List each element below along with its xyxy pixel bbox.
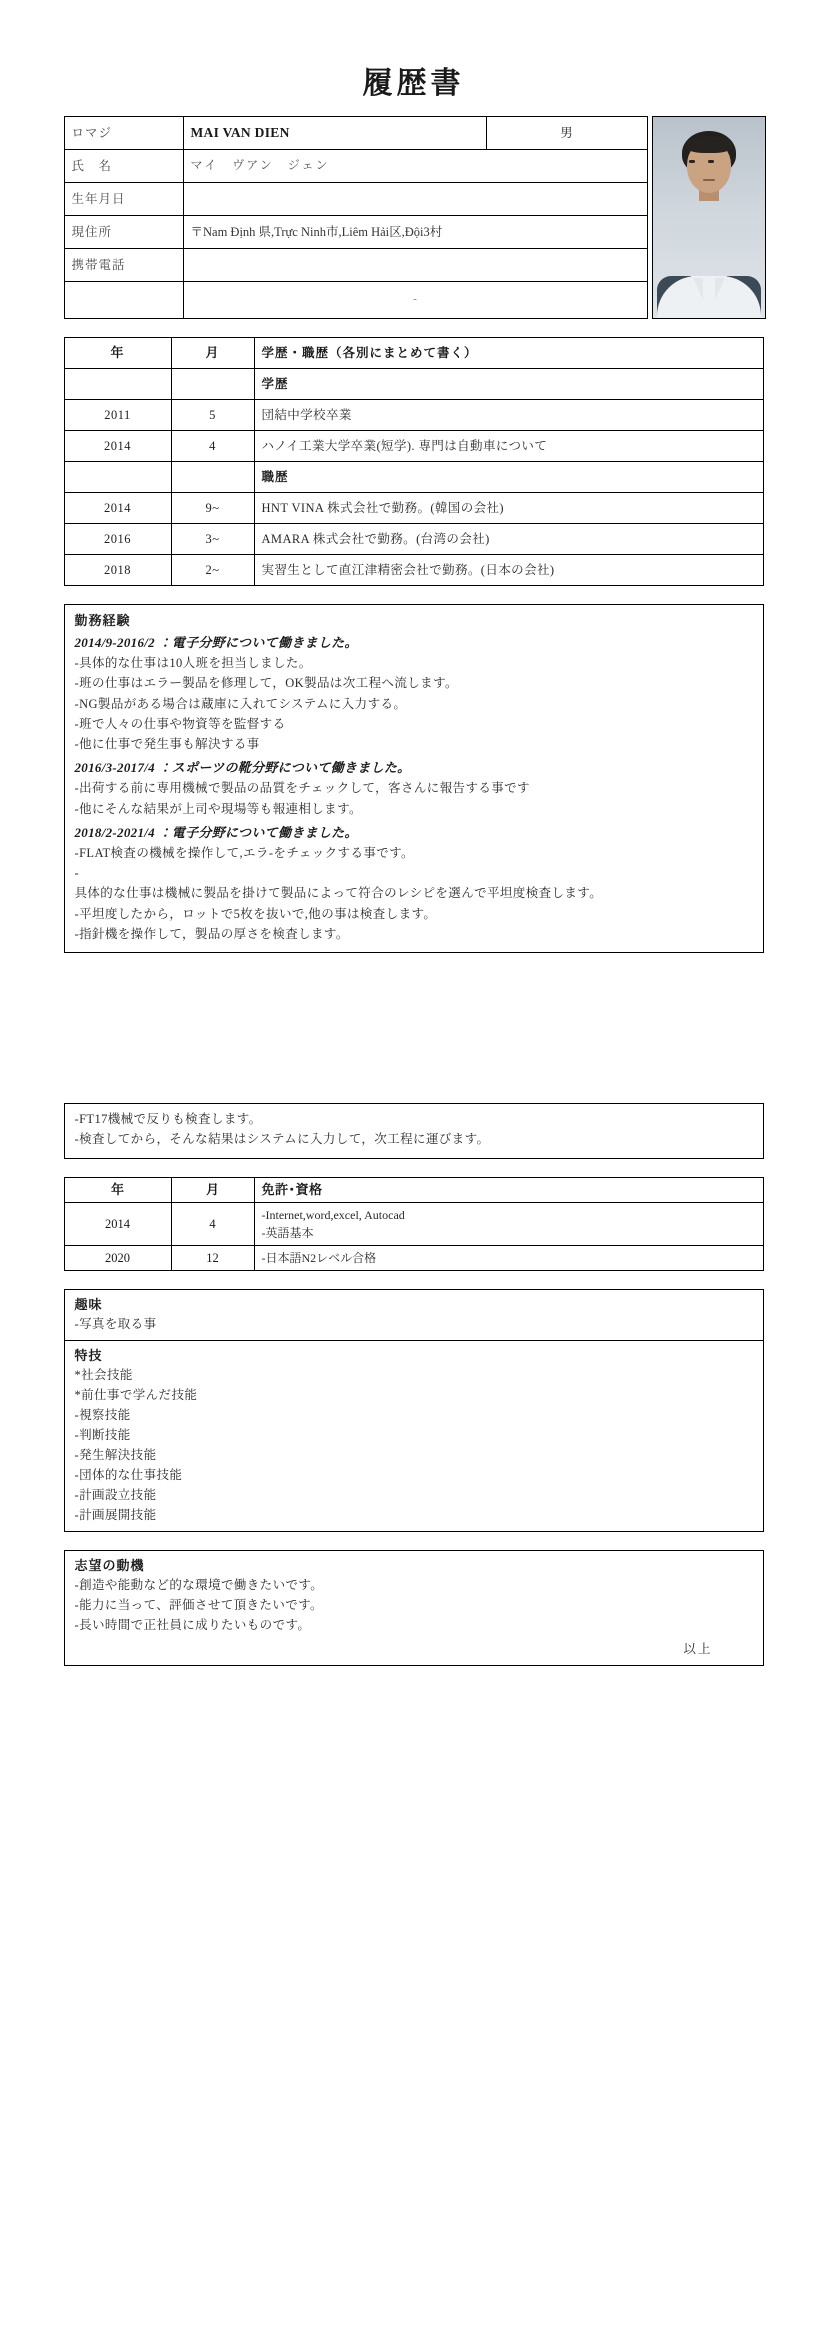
romaji-label: ロマジ: [64, 117, 183, 150]
table-row: [64, 555, 763, 586]
work-experience-title: 勤務経験: [74, 613, 131, 628]
table-row: [64, 524, 763, 555]
history-month: 9~: [171, 493, 254, 524]
history-month: 5: [171, 400, 254, 431]
photo-eye-right: [708, 160, 714, 163]
history-year: 2011: [64, 400, 171, 431]
qualifications-section: [64, 1177, 764, 1272]
history-month: [171, 462, 254, 493]
work-experience-line: -平坦度したから，ロットで5枚を抜いで,他の事は検査します。: [74, 906, 437, 921]
phone-value: [183, 249, 647, 282]
qualification-year: 2020: [64, 1246, 171, 1271]
history-year: 2014: [64, 431, 171, 462]
photo-collar-left: [693, 278, 703, 300]
qualification-item: -英語基本: [261, 1226, 314, 1241]
special-skill-line: -団体的な仕事技能: [74, 1468, 183, 1483]
work-experience-line: -: [74, 866, 80, 880]
table-row: [64, 369, 763, 400]
table-row: [64, 249, 647, 282]
table-header-row: [64, 338, 763, 369]
personal-info-section: [64, 116, 764, 319]
motivation-section: [64, 1550, 764, 1666]
history-month: 3~: [171, 524, 254, 555]
qualification-items: [254, 1246, 763, 1271]
history-header-month: 月: [171, 338, 254, 369]
history-description: AMARA 株式会社で勤務。(台湾の会社): [254, 524, 763, 555]
qualification-header-year: 年: [64, 1177, 171, 1203]
work-experience-continued-box: [64, 1103, 764, 1159]
history-description: 団結中学校卒業: [254, 400, 763, 431]
motivation-box: [64, 1550, 764, 1666]
page-title: 履歴書: [362, 66, 465, 101]
gender-value: 男: [486, 117, 647, 150]
motivation-line: -長い時間で正社員に成りたいものです。: [74, 1618, 311, 1633]
history-description: HNT VINA 株式会社で勤務。(韓国の会社): [254, 493, 763, 524]
table-row: [64, 431, 763, 462]
table-row: [64, 493, 763, 524]
applicant-photo: [652, 116, 766, 319]
qualification-month: 12: [171, 1246, 254, 1271]
table-row: [64, 462, 763, 493]
hobby-part: [65, 1290, 763, 1340]
motivation-title: 志望の動機: [74, 1558, 145, 1574]
motivation-part: [65, 1551, 763, 1665]
work-experience-line: 具体的な仕事は機械に製品を掛けて製品によって符合のレシピを選んで平坦度検査します。: [74, 886, 603, 901]
work-experience-continued-line: -FT17機械で反りも検査します。: [74, 1112, 262, 1126]
table-row: [64, 282, 647, 319]
work-experience-section: [64, 604, 764, 953]
birthdate-value: [183, 183, 647, 216]
birthdate-label: 生年月日: [64, 183, 183, 216]
name-value: マイ ヴアン ジェン: [183, 150, 647, 183]
history-year: 2018: [64, 555, 171, 586]
photo-fringe: [685, 136, 733, 153]
work-experience-period: 2016/3-2017/4 ：スポーツの靴分野について働きました。: [74, 760, 411, 776]
hobby-skills-box: [64, 1289, 764, 1532]
table-row: [64, 117, 647, 150]
work-experience-line: -他に仕事で発生事も解決する事: [74, 737, 260, 751]
photo-collar-right: [715, 278, 725, 300]
special-skill-line: -計画展開技能: [74, 1508, 157, 1523]
work-experience-box: [64, 604, 764, 953]
history-month: 2~: [171, 555, 254, 586]
qualification-header-description: 免許･資格: [254, 1177, 763, 1203]
history-description: ハノイ工業大学卒業(短学). 専門は自動車について: [254, 431, 763, 462]
history-year: 2016: [64, 524, 171, 555]
special-skill-line: -判断技能: [74, 1428, 131, 1443]
extra-label: [64, 282, 183, 319]
table-row: [64, 216, 647, 249]
history-header-year: 年: [64, 338, 171, 369]
closing-text: 以上: [683, 1642, 713, 1657]
special-skill-line: -計画設立技能: [74, 1488, 157, 1503]
work-experience-period: 2014/9-2016/2 ：電子分野について働きました。: [74, 635, 358, 650]
page-spacer: [0, 953, 827, 1103]
table-row: [64, 400, 763, 431]
work-experience-line: -FLAT検査の機械を操作して,エラ-をチェックする事です。: [74, 845, 414, 860]
table-header-row: [64, 1177, 763, 1203]
work-experience-line: -班で人々の仕事や物資等を監督する: [74, 716, 286, 731]
history-description: 実習生として直江津精密会社で勤務。(日本の会社): [254, 555, 763, 586]
work-experience-line: -指針機を操作して，製品の厚さを検査します。: [74, 926, 349, 941]
qualification-header-month: 月: [171, 1177, 254, 1203]
motivation-line: -創造や能動など的な環境で働きたいです。: [74, 1578, 324, 1593]
work-experience-line: -班の仕事はエラー製品を修理して，OK製品は次工程へ流します。: [74, 676, 458, 691]
history-year: [64, 369, 171, 400]
special-skill-line: -視察技能: [74, 1408, 131, 1423]
qualification-month: 4: [171, 1203, 254, 1246]
table-row: [64, 1246, 763, 1271]
history-year: [64, 462, 171, 493]
work-experience-continued-line: -検査してから，そんな結果はシステムに入力して，次工程に運びます。: [74, 1132, 490, 1147]
qualifications-table: [64, 1177, 764, 1272]
work-experience-line: -出荷する前に専用機械で製品の品質をチェックして，客さんに報告する事です: [74, 781, 530, 796]
history-month: 4: [171, 431, 254, 462]
qualification-item: -日本語N2レベル合格: [261, 1251, 377, 1266]
history-month: [171, 369, 254, 400]
table-row: [64, 150, 647, 183]
qualification-items: [254, 1203, 763, 1246]
qualification-item: -Internet,word,excel, Autocad: [261, 1208, 405, 1223]
special-skills-part: [65, 1340, 763, 1531]
work-experience-line: -NG製品がある場合は蔵庫に入れてシステムに入力する。: [74, 696, 407, 711]
special-skills-title: 特技: [74, 1348, 103, 1364]
hobby-title: 趣味: [74, 1297, 103, 1313]
hobby-line: -写真を取る事: [74, 1317, 157, 1332]
phone-label: 携帯電話: [64, 249, 183, 282]
romaji-value: MAI VAN DIEN: [183, 117, 486, 150]
photo-eye-left: [689, 160, 695, 163]
education-work-history-table: [64, 337, 764, 586]
history-year: 2014: [64, 493, 171, 524]
special-skill-line: *社会技能: [74, 1368, 133, 1383]
work-experience-line: -具体的な仕事は10人班を担当しました。: [74, 656, 312, 670]
work-experience-line: -他にそんな結果が上司や現場等も報連相します。: [74, 801, 362, 816]
extra-value: -: [183, 282, 647, 319]
photo-mouth: [703, 179, 715, 181]
motivation-line: -能力に当って、評価させて頂きたいです。: [74, 1598, 323, 1613]
special-skill-line: -発生解決技能: [74, 1448, 157, 1463]
history-header-description: 学歴・職歴（各別にまとめて書く）: [254, 338, 763, 369]
work-experience-continued-section: [64, 1103, 764, 1159]
table-row: [64, 1203, 763, 1246]
history-section-label: 学歴: [254, 369, 763, 400]
personal-info-table: [64, 116, 648, 319]
special-skill-line: *前仕事で学んだ技能: [74, 1388, 198, 1403]
table-row: [64, 183, 647, 216]
qualification-year: 2014: [64, 1203, 171, 1246]
history-section-label: 職歴: [254, 462, 763, 493]
history-section: [64, 337, 764, 586]
name-label: 氏 名: [64, 150, 183, 183]
address-value: 〒Nam Định 県,Trực Ninh市,Liêm Hải区,Đội3村: [183, 216, 647, 249]
address-label: 現住所: [64, 216, 183, 249]
work-experience-period: 2018/2-2021/4 ：電子分野について働きました。: [74, 824, 358, 840]
hobby-skills-section: [64, 1289, 764, 1532]
